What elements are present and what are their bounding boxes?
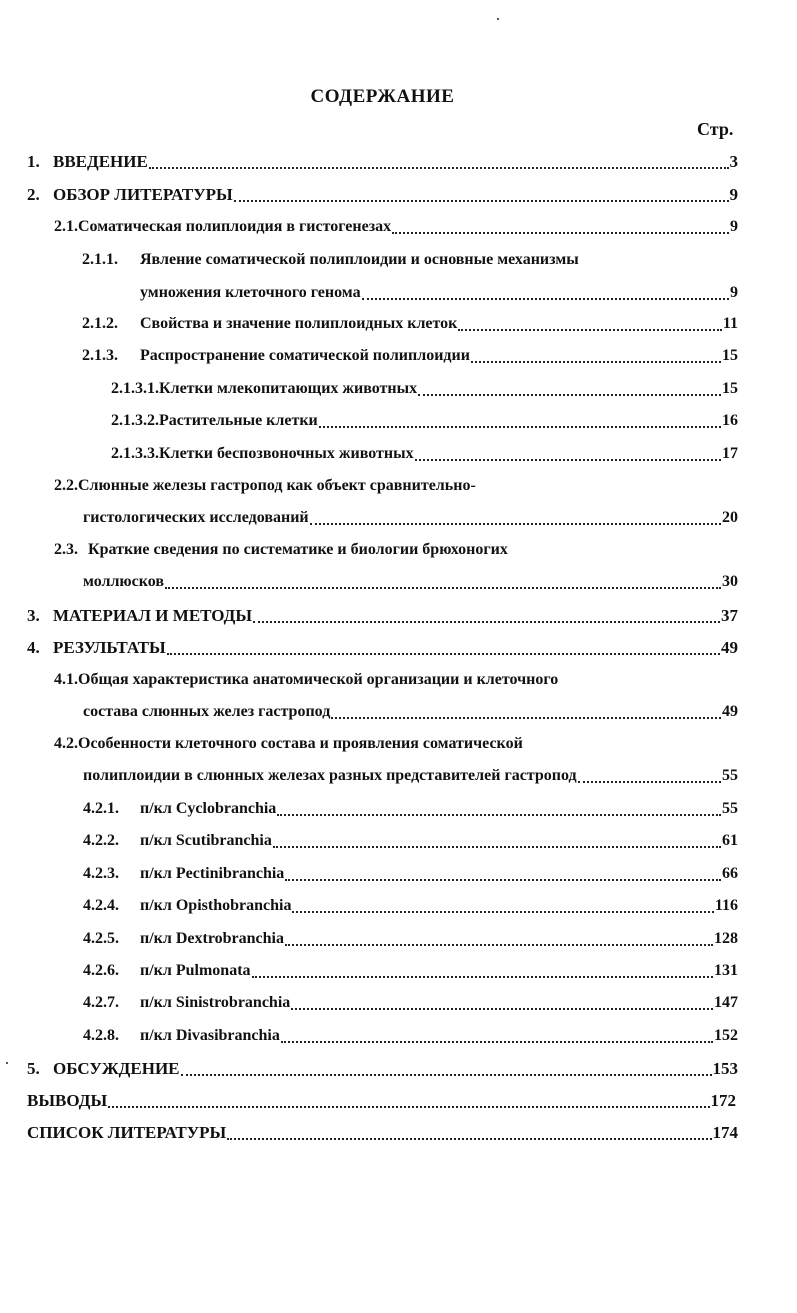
dot-leader (167, 652, 720, 655)
toc-entry-title: п/кл Scutibranchia (140, 832, 272, 849)
toc-entry-page: 3 (729, 152, 738, 171)
toc-entry-title: РЕЗУЛЬТАТЫ (53, 638, 166, 657)
toc-entry-title-line1-text: Слюнные железы гастропод как объект сравнительно- (78, 477, 476, 494)
toc-entry-2-1-3-2[interactable] (111, 406, 738, 436)
toc-entry-number: 2.1.3.2. (111, 412, 159, 429)
dot-leader (310, 522, 721, 525)
toc-entry-title-line1 (54, 471, 476, 501)
toc-entry-title: Соматическая полиплоидия в гистогенезах (78, 218, 392, 235)
toc-entry-title: п/кл Divasibranchia (140, 1027, 280, 1044)
dot-leader (331, 716, 721, 719)
toc-entry-number: 2.1. (54, 218, 78, 235)
toc-entry-page: 128 (714, 930, 738, 947)
toc-entry-title: состава слюнных желез гастропод (83, 703, 331, 720)
toc-entry-number: 4.2.7. (83, 994, 119, 1011)
toc-entry-4-2-2[interactable] (83, 826, 738, 856)
toc-entry-number: 3. (27, 606, 40, 625)
toc-entry-title: Распространение соматической полиплоидии (140, 347, 470, 364)
toc-entry-number: 4.2.3. (83, 865, 119, 882)
toc-entry-number: 5. (27, 1059, 40, 1078)
scan-speck (6, 1062, 8, 1064)
toc-entry-page: 9 (730, 284, 738, 301)
toc-entry-number: 4.2.4. (83, 897, 119, 914)
toc-entry-title: Свойства и значение полиплоидных клеток (140, 315, 458, 332)
toc-entry-4-1[interactable] (83, 697, 738, 727)
toc-entry-page: 16 (722, 412, 738, 429)
toc-entry-title: Растительные клетки (159, 412, 318, 429)
toc-entry-title-line1 (54, 665, 558, 695)
toc-entry-page: 55 (722, 800, 738, 817)
toc-entry-references[interactable] (27, 1118, 738, 1148)
dot-leader (291, 1007, 713, 1010)
toc-entry-2-3[interactable] (83, 567, 738, 597)
toc-entry-number: 4.2.2. (83, 832, 119, 849)
toc-entry-title: МАТЕРИАЛ И МЕТОДЫ (53, 606, 253, 625)
toc-entry-page: 131 (714, 962, 738, 979)
toc-entry-title: моллюсков (83, 573, 165, 590)
toc-entry-page: 15 (722, 347, 738, 364)
toc-entry-number: 2. (27, 185, 40, 204)
toc-entry-number: 4.1. (54, 671, 78, 688)
toc-entry-2-1-1[interactable] (140, 278, 738, 308)
dot-leader (277, 813, 721, 816)
toc-entry-title: п/кл Pulmonata (140, 962, 251, 979)
dot-leader (285, 943, 713, 946)
toc-entry-4-2-4[interactable] (83, 891, 738, 921)
toc-entry-page: 152 (714, 1027, 738, 1044)
toc-entry-title-line1: Явление соматической полиплоидии и основные механизмы (140, 251, 579, 268)
toc-entry-title: Клетки беспозвоночных животных (159, 445, 414, 462)
toc-entry-title: СПИСОК ЛИТЕРАТУРЫ (27, 1123, 227, 1142)
dot-leader (227, 1137, 711, 1140)
toc-entry-number: 2.3. (54, 541, 78, 558)
toc-entry-results[interactable] (27, 633, 738, 663)
dot-leader (108, 1105, 709, 1108)
toc-entry-page: 20 (722, 509, 738, 526)
toc-entry-number: 4.2. (54, 735, 78, 752)
page-column-label: Стр. (697, 119, 734, 139)
toc-entry-4-2-6[interactable] (83, 956, 738, 986)
toc-entry-title: Клетки млекопитающих животных (159, 380, 418, 397)
toc-entry-title: ОБЗОР ЛИТЕРАТУРЫ (53, 185, 233, 204)
toc-entry-title: п/кл Sinistrobranchia (140, 994, 291, 1011)
toc-entry-page: 9 (729, 185, 738, 204)
toc-entry-4-2-3[interactable] (83, 859, 738, 889)
toc-entry-title-line1-text: Краткие сведения по систематике и биологии брюхоногих (88, 541, 508, 558)
toc-entry-discussion[interactable] (27, 1054, 738, 1084)
toc-entry-4-2-7[interactable] (83, 988, 738, 1018)
dot-leader (319, 425, 721, 428)
dot-leader (181, 1073, 712, 1076)
toc-entry-2-1-3-1[interactable] (111, 374, 738, 404)
dot-leader (165, 586, 721, 589)
toc-entry-title: ВВЕДЕНИЕ (53, 152, 148, 171)
toc-entry-4-2-8[interactable] (83, 1021, 738, 1051)
toc-entry-title: гистологических исследований (83, 509, 309, 526)
dot-leader (273, 845, 721, 848)
toc-entry-title: п/кл Dextrobranchia (140, 930, 284, 947)
dot-leader (149, 166, 729, 169)
toc-entry-4-2-5[interactable] (83, 924, 738, 954)
toc-entry-page: 55 (722, 767, 738, 784)
toc-entry-title: умножения клеточного генома (140, 284, 361, 301)
toc-entry-number: 2.1.3.1. (111, 380, 159, 397)
toc-entry-number: 2.1.1. (82, 251, 118, 268)
toc-entry-page: 49 (721, 638, 738, 657)
toc-entry-number: 4.2.6. (83, 962, 119, 979)
dot-leader (362, 297, 729, 300)
toc-entry-number: 2.2. (54, 477, 78, 494)
toc-entry-page: 30 (722, 573, 738, 590)
toc-entry-title-line1 (54, 535, 508, 565)
toc-entry-number: 2.1.2. (82, 315, 118, 332)
toc-entry-title-line1-text: Особенности клеточного состава и проявления соматической (78, 735, 523, 752)
dot-leader (578, 780, 721, 783)
toc-entry-4-2[interactable] (83, 761, 738, 791)
toc-entry-page: 174 (712, 1123, 738, 1142)
dot-leader (292, 910, 713, 913)
toc-entry-2-2[interactable] (83, 503, 738, 533)
toc-entry-title-line1-text: Общая характеристика анатомической организации и клеточного (78, 671, 559, 688)
toc-entry-2-1-3-3[interactable] (111, 439, 738, 469)
toc-entry-number: 2.1.3. (82, 347, 118, 364)
toc-entry-conclusions[interactable] (27, 1086, 736, 1116)
dot-leader (285, 878, 721, 881)
toc-entry-page: 61 (722, 832, 738, 849)
toc-entry-number: 4.2.1. (83, 800, 119, 817)
toc-entry-page: 147 (714, 994, 738, 1011)
page-title: СОДЕРЖАНИЕ (310, 86, 455, 107)
toc-entry-page: 66 (722, 865, 738, 882)
toc-entry-materials-methods[interactable] (27, 601, 738, 631)
dot-leader (392, 231, 729, 234)
dot-leader (458, 328, 721, 331)
dot-leader (418, 393, 721, 396)
toc-entry-number: 4.2.8. (83, 1027, 119, 1044)
toc-entry-title: п/кл Cyclobranchia (140, 800, 277, 817)
dot-leader (252, 975, 713, 978)
toc-entry-literature-review[interactable] (27, 180, 738, 210)
toc-entry-2-1-3[interactable] (82, 341, 738, 371)
toc-entry-2-1[interactable] (54, 212, 738, 242)
toc-entry-page: 172 (710, 1091, 736, 1110)
toc-entry-number: 2.1.3.3. (111, 445, 159, 462)
dot-leader (253, 620, 720, 623)
dot-leader (471, 360, 721, 363)
scan-speck (497, 18, 499, 20)
dot-leader (415, 458, 721, 461)
toc-entry-title: полиплоидии в слюнных железах разных представителей гастропод (83, 767, 577, 784)
toc-entry-2-1-2[interactable] (82, 309, 738, 339)
toc-entry-number: 4. (27, 638, 40, 657)
toc-entry-page: 11 (722, 315, 738, 332)
toc-entry-page: 9 (730, 218, 738, 235)
toc-entry-number: 1. (27, 152, 40, 171)
toc-entry-page: 116 (714, 897, 738, 914)
toc-entry-title-line1 (54, 729, 523, 759)
toc-entry-4-2-1[interactable] (83, 794, 738, 824)
toc-entry-title: ОБСУЖДЕНИЕ (53, 1059, 180, 1078)
toc-entry-page: 153 (712, 1059, 738, 1078)
toc-entry-page: 37 (721, 606, 738, 625)
toc-entry-title: п/кл Pectinibranchia (140, 865, 285, 882)
toc-entry-title: ВЫВОДЫ (27, 1091, 108, 1110)
dot-leader (234, 199, 729, 202)
toc-entry-page: 49 (722, 703, 738, 720)
toc-entry-title: п/кл Opisthobranchia (140, 897, 292, 914)
dot-leader (281, 1040, 713, 1043)
toc-entry-number: 4.2.5. (83, 930, 119, 947)
toc-entry-page: 17 (722, 445, 738, 462)
toc-entry-introduction[interactable] (27, 147, 738, 177)
toc-entry-page: 15 (722, 380, 738, 397)
